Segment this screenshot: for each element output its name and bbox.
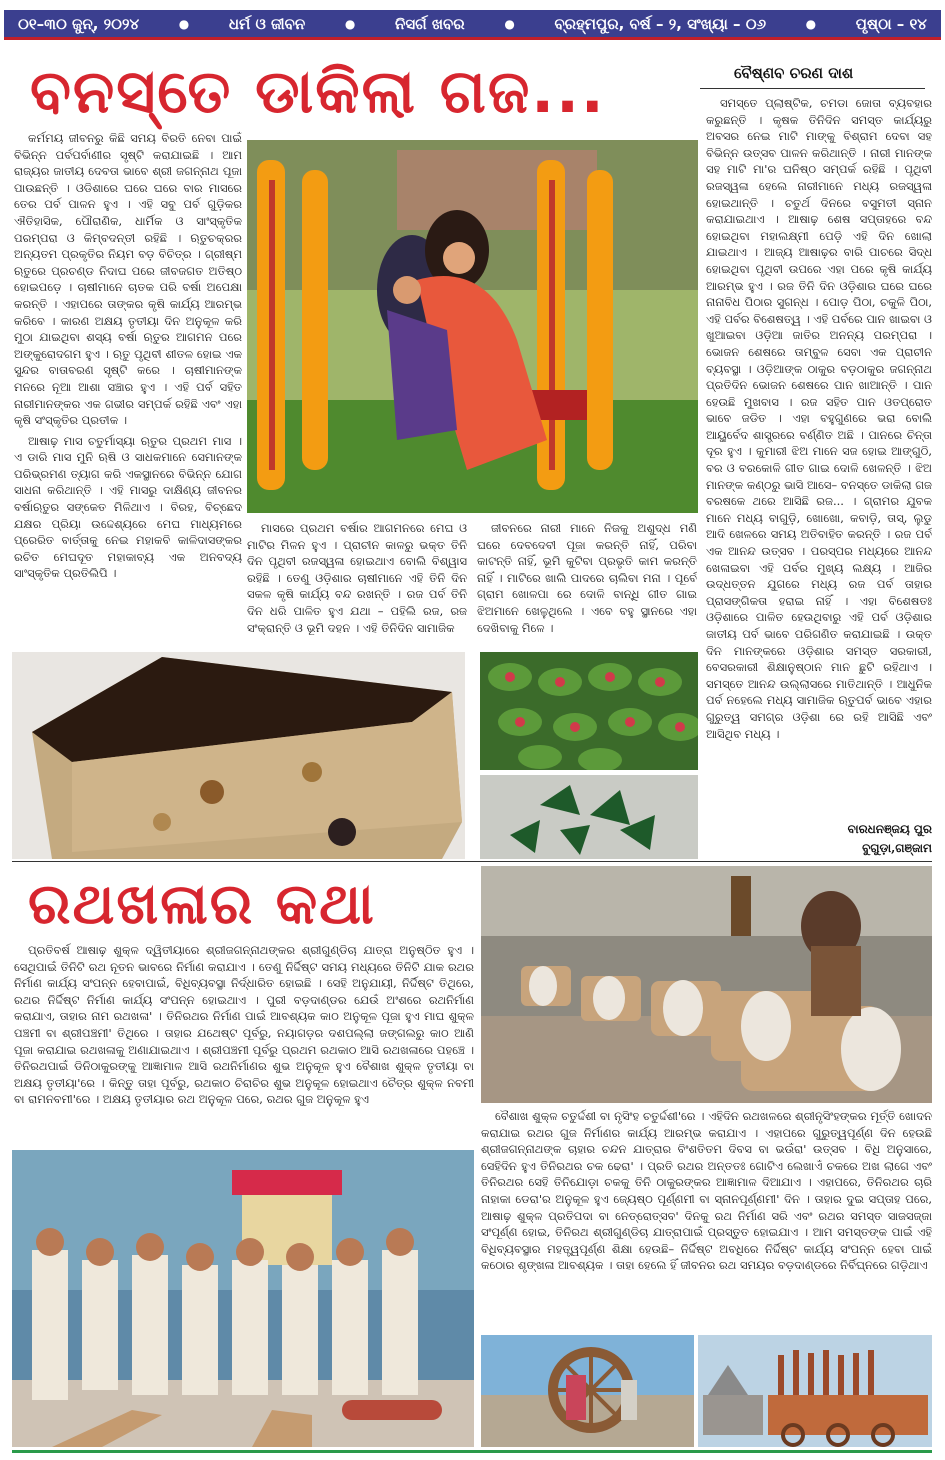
paan-photo <box>480 775 698 859</box>
divider <box>700 88 925 89</box>
paragraph: ଜୀବନରେ ନାରୀ ମାନେ ନିଜକୁ ଅଶୁଦ୍ଧ ମଣି ଘରେ ଦେବଦେବୀ ପୂଜା କରନ୍ତି ନାହିଁ, ପରିବା କାଟନ୍ତି ନାହିଁ, ଭୂମି କୁଟିବା ପ୍ରଭୃତି କାମ କରନ୍ତି ନାହିଁ । ମାଟିରେ ଖାଲି ପାଦରେ ଚାଲିବା ମନା । ପୂର୍ବେ ଗ୍ରାମ ଖୋଳପା ରେ ଦୋଳି ବାନ୍ଧି ଗୀତ ଗାଇ ଝିଅମାନେ ଖେଳୁଥିଲେ । ଏବେ ବହୁ ସ୍ଥାନରେ ଏହା ଦେଖିବାକୁ ମିଳେ । <box>477 521 697 635</box>
paragraph: ଆଷାଢ଼ ମାସ ଚତୁର୍ମାସ୍ୟା ଋତୁର ପ୍ରଥମ ମାସ । ଏ ଡାରି ମାସ ମୁନି ଋଷି ଓ ସାଧକମାନେ ସେମାନଙ୍କ ପରିଭ୍ରମଣ ତ୍ୟାଗ କରି ଏକସ୍ଥାନରେ ବିଭିନ୍ନ ଯୋଗ ସାଧନା କରିଥାନ୍ତି । ଏହି ମାସରୁ ଦାକ୍ଷିଣ୍ୟ ଜୀବନର ବର୍ଷାଋତୁର ସଙ୍କେତ ମିଳିଥାଏ । ବିରହ, ବିଚ୍ଛେଦ ଯକ୍ଷର ପ୍ରିୟା ଉଦ୍ଦେଶ୍ୟରେ ମେଘ ମାଧ୍ୟମରେ ପ୍ରେରିତ ବାର୍ତ୍ତାକୁ ନେଇ ମହାକବି କାଳିଦାସଙ୍କର ରଚିତ ମେଘଦୂତ ମହାକାବ୍ୟ ଏକ ଅନବଦ୍ୟ ସାଂସ୍କୃତିକ ପ୍ରତିଲିପି । <box>14 433 242 581</box>
issue-date: ୦୧–୩୦ ଜୁନ୍, ୨୦୨୪ <box>18 14 140 33</box>
bullet-icon: ● <box>178 16 190 31</box>
rathas-construction-photo <box>698 1335 932 1447</box>
poda-pitha-photo <box>12 652 465 859</box>
author-location: ବୁଗୁଡ଼ା,ଗଞ୍ଜାମ <box>862 841 932 855</box>
bullet-icon: ● <box>805 16 817 31</box>
swing-photo <box>247 140 698 513</box>
paragraph: ପ୍ରତିବର୍ଷ ଆଷାଢ଼ ଶୁକ୍ଳ ଦ୍ୱିତୀୟାରେ ଶ୍ରୀଜଗନ୍ନାଥଙ୍କର ଶ୍ରୀଗୁଣ୍ଡିଚା ଯାତ୍ରା ଅନୁଷ୍ଠିତ ହୁଏ । ସେଥିପାଇଁ ତିନିଟି ରଥ ନୂତନ ଭାବରେ ନିର୍ମାଣ କରାଯାଏ । ତେଣୁ ନିର୍ଦ୍ଦିଷ୍ଟ ସମୟ ମଧ୍ୟରେ ତିନିଟି ଯାକ ରଥର ନିର୍ମାଣ କାର୍ଯ୍ୟ ସଂପନ୍ନ ହେବାପାଇଁ, ବିଧିବ୍ୟବସ୍ଥା ନିର୍ଦ୍ଧାରିତ ହୋଇଛି । ସେହି ଅନୁଯାୟୀ, ନିର୍ଦ୍ଦିଷ୍ଟ ତିଥିରେ, ରଥର ନିର୍ଦ୍ଦିଷ୍ଟ ନିର୍ମାଣ କାର୍ଯ୍ୟ ସଂପନ୍ନ ହୋଇଥାଏ । ପୁରୀ ବଡ଼ଦାଣ୍ଡର ଯେଉଁ ଅଂଶରେ ରଥନିର୍ମାଣ କରାଯାଏ, ତାହାର ନାମ ରଥଖଳା' । ତିନିରଥର ନିର୍ମାଣ ପାଇଁ ଆବଶ୍ୟକ କାଠ ଅନୁକୂଳ ପୂଜା ହୁଏ ମାଘ ଶୁକ୍ଳ ପଞ୍ଚମୀ ବା ଶ୍ରୀପଞ୍ଚମୀ' ତିଥିରେ । ତାହାର ଯଥେଷ୍ଟ ପୂର୍ବରୁ, ନୟାଗଡ଼ର ଦଶପଲ୍ଲା ଜଙ୍ଗଲରୁ କାଠ ଆଣି ପୂଜା କରାଯାଇ ରଥଖଳାକୁ ଅଣାଯାଇଥାଏ । ଶ୍ରୀପଞ୍ଚମୀ ପୂର୍ବରୁ ପ୍ରଥମ ରଥକାଠ ଆସି ରଥଖଳାରେ ପହଞ୍ଚେ । ତିନିରଥପାଇଁ ଡିନିଠାକୁରଙ୍କୁ ଆଜ୍ଞାମାଳ ଆସି ରଥନିର୍ମାଣର ଶୁଭ ଅନୁକୂଳ ହୁଏ ବୈଶାଖ ଶୁକ୍ଳ ତୃତୀୟା ବା ଅକ୍ଷୟ ତୃତୀୟା'ରେ । କିନ୍ତୁ ତାହା ପୂର୍ବରୁ, ରଥକାଠ ଚିରାଚିର ଶୁଭ ଅନୁକୂଳ ହୋଇଥାଏ ଚୈତ୍ର ଶୁକ୍ଳ ନବମୀ ବା ରାମନବମୀ'ରେ । ଅକ୍ଷୟ ତୃତୀୟାର ରଥ ଅନୁକୂଳ ପରେ, ରଥର ଗୁଜ ଅନୁକୂଳ ହୁଏ <box>14 943 474 1107</box>
betel-leaf-photo <box>480 652 698 770</box>
article-text-column <box>706 95 932 805</box>
page-number: ପୃଷ୍ଠା – ୧୪ <box>855 14 927 33</box>
masthead-bar <box>4 10 941 40</box>
bullet-icon: ● <box>504 16 515 31</box>
section-label: ନିସର୍ଗ ଖବର <box>394 14 465 33</box>
article-text-column <box>14 130 242 640</box>
paragraph: ସମସ୍ତେ ପ୍ଲାଷ୍ଟିକ, ଚମଡା ଜୋତା ବ୍ୟବହାର କରୁଛନ୍ତି । କୃଷକ ତିନିଦିନ ସମସ୍ତ କାର୍ଯ୍ୟରୁ ଅବସର ନେଇ ମାଟି ମାଙ୍କୁ ବିଶ୍ରାମ ଦେବା ସହ ବିଭିନ୍ନ ଉତ୍ସବ ପାଳନ କରିଥାନ୍ତି । ନାରୀ ମାନଙ୍କ ସହ ମାଟି ମା'ର ଘନିଷ୍ଠ ସମ୍ପର୍କ ରହିଛି । ପୃଥିବୀ ରଜସ୍ୱଳା ହେଲେ ନାରୀମାନେ ମଧ୍ୟ ରଜସ୍ୱଳା ହୋଇଥାନ୍ତି । ଚତୁର୍ଥ ଦିନରେ ବସୁମତୀ ସ୍ନାନ କରାଯାଇଥାଏ । ଆଷାଢ଼ ଶେଷ ସପ୍ତାହରେ ବନ୍ଦ ହୋଇଥିବା ମହାଲକ୍ଷ୍ମୀ ପେଡ଼ି ଏହି ଦିନ ଖୋଲା ଯାଇଥାଏ । ଆଜ୍ୟ ଆଷାଢ଼ର ବାରି ପାଚରେ ସିଦ୍ଧ ହୋଇଥିବା ପୃଥିବୀ ଉପରେ ଏହା ପରେ କୃଷି କାର୍ଯ୍ୟ ଆରମ୍ଭ ହୁଏ । ରଜ ତିନି ଦିନ ଓଡ଼ିଶାର ଘରେ ଘରେ ନାନାବିଧ ପିଠାର ସୁଗନ୍ଧ । ପୋଡ଼ ପିଠା, ଚକୁଳି ପିଠା, ଏହି ପର୍ବର ବିଶେଷତ୍ୱ । ଏହି ପର୍ବରେ ପାନ ଖାଇବା ଓ ଖୁଆଇବା ଓଡ଼ିଆ ଜାତିର ଅନନ୍ୟ ପରମ୍ପରା । ଭୋଜନ ଶେଷରେ ତାମ୍ବୁଳ ସେବା ଏକ ପ୍ରାଚୀନ ବ୍ୟବସ୍ଥା । ଓଡ଼ିଆଙ୍କ ଠାକୁର ବଡ଼ଠାକୁର ଜଗନ୍ନାଥ ପ୍ରତିଦିନ ଭୋଜନ ଶେଷରେ ପାନ ଖାଆନ୍ତି । ପାନ ହେଉଛି ମୁଖବାସ । ରଜ ସହିତ ପାନ ଓତପ୍ରୋତ ଭାବେ ଜଡିତ । ଏହା ବହୁଗୁଣରେ ଭରା ବୋଲି ଆୟୁର୍ବେଦ ଶାସ୍ତ୍ରରେ ବର୍ଣ୍ଣିତ ଅଛି । ପାନରେ ଚିନ୍ତା ଦୂର ହୁଏ । କୁମାରୀ ଝିଅ ମାନେ ସଜ ହୋଇ ଆଙ୍ଗୁଠି, ବର ଓ ବରକୋଳି ଗୀତ ଗାଇ ଦୋଳି ଖେଳନ୍ତି । ଝିଅ ମାନଙ୍କ କଣ୍ଠରୁ ଭାସି ଆସେ– ବନସ୍ତେ ଡାକିଲା ଗଜ ବରଷକେ ଥରେ ଆସିଛି ରଜ... । ଗ୍ରାମର ଯୁବକ ମାନେ ମଧ୍ୟ ବାଗୁଡ଼ି, ଖୋଖୋ, କବାଡ଼ି, ତାସ୍, ଲୁଡୁ ଆଦି ଖେଳରେ ସମୟ ଅତିବାହିତ କରନ୍ତି । ରଜ ପର୍ବ ଏକ ଆନନ୍ଦ ଉତ୍ସବ । ପରସ୍ପର ମଧ୍ୟରେ ଆନନ୍ଦ ଖେଳାଇବା ଏହି ପର୍ବର ମୁଖ୍ୟ ଲକ୍ଷ୍ୟ । ଆଜିର ଉଦ୍ଧତ୍ତନ ଯୁଗରେ ମଧ୍ୟ ରଜ ପର୍ବ ତାହାର ପ୍ରାସଙ୍ଗିକତା ହରାଇ ନାହିଁ । ଏହା ବିଶେଷତଃ ଓଡ଼ିଶାରେ ପାଳିତ ହେଉଥିବାରୁ ଏହି ପର୍ବ ଓଡ଼ିଶାର ଜାତୀୟ ପର୍ବ ଭାବେ ପରିଗଣିତ କରାଯାଇଛି । ଉକ୍ତ ଦିନ ମାନଙ୍କରେ ଓଡ଼ିଶାର ସମସ୍ତ ସରକାରୀ, ବେସରକାରୀ ଶିକ୍ଷାନୁଷ୍ଠାନ ମାନ ଛୁଟି ରହିଥାଏ । ସମସ୍ତେ ଆନନ୍ଦ ଉଲ୍ଲାସରେ ମାତିଥାନ୍ତି । ଆଧୁନିକ ପର୍ବ ନହେଲେ ମଧ୍ୟ ସାମାଜିକ ଋତୁପର୍ବ ଭାବେ ଏହାର ଗୁରୁତ୍ୱ ସମଗ୍ର ଓଡ଼ିଶା ରେ ରହି ଆସିଛି ଏବଂ ଆସିଥିବ ମଧ୍ୟ । <box>706 96 932 741</box>
article-text-column <box>247 520 467 642</box>
article-byline: ବୈଷ୍ଣବ ଚରଣ ଦାଶ <box>734 64 854 82</box>
author-location: ବାରଧନଞ୍ଜୟ ପୁର <box>847 822 932 836</box>
paragraph: କର୍ମମୟ ଜୀବନରୁ କିଛି ସମୟ ବିରତି ନେବା ପାଇଁ ବିଭିନ୍ନ ପର୍ବପର୍ବାଣୀର ସୃଷ୍ଟି କରାଯାଇଛି । ଆମ ରାଜ୍ୟର ଜାତୀୟ ଦେବତା ଭାବେ ଶ୍ରୀ ଜଗନ୍ନାଥ ପୂଜା ପାଉଛନ୍ତି । ଓଡିଶାରେ ଘରେ ଘରେ ବାର ମାସରେ ତେର ପର୍ବ ପାଳନ ହୁଏ । ଏହି ସବୁ ପର୍ବ ଗୁଡ଼ିକର ଐତିହାସିକ, ପୌରାଣିକ, ଧାର୍ମିକ ଓ ସାଂସ୍କୃତିକ ପରମ୍ପରା ଓ କିମ୍ବଦନ୍ତୀ ରହିଛି । ଋତୁଚକ୍ରର ଅନ୍ୟତମ ପ୍ରକୃତିର ନିୟମ ବଡ଼ ବିଚିତ୍ର । ଗ୍ରୀଷ୍ମ ଋତୁରେ ପ୍ରଚଣ୍ଡ ନିଦାଘ ପରେ ଜୀବଜଗତ ଅତିଷ୍ଠ ହୋଇପଡ଼େ । ଚାଷୀମାନେ ଚାତକ ପରି ବର୍ଷା ଅପେକ୍ଷା କରନ୍ତି । ଏହାପରେ ତାଙ୍କର କୃଷି କାର୍ଯ୍ୟ ଆରମ୍ଭ କରିବେ । କାରଣ ଅକ୍ଷୟ ତୃତୀୟା ଦିନ ଅନୁକୂଳ କରି ମୁଠା ଯାଇଥିବା ଶସ୍ୟ ବର୍ଷା ଋତୁର ଆଗମନ ପରେ ଅଙ୍କୁରୋଦଗମ ହୁଏ । ଋତୁ ପୃଥିବୀ ଶୀତଳ ହୋଇ ଏକ ସୁନ୍ଦର ବାତାବରଣ ସୃଷ୍ଟି କରେ । ଚାଷୀମାନଙ୍କ ମନରେ ନୂଆ ଆଶା ସଞ୍ଚାର ହୁଏ । ଏହି ପର୍ବ ସହିତ ନାରୀମାନଙ୍କର ଏକ ଗଭୀର ସମ୍ପର୍କ ରହିଛି ଏବଂ ଏହା କୃଷି ସଂସ୍କୃତିର ପ୍ରତୀକ । <box>14 131 242 428</box>
paragraph: ମାସରେ ପ୍ରଥମ ବର୍ଷାର ଆଗମନରେ ମେଘ ଓ ମାଟିର ମିଳନ ହୁଏ । ପ୍ରାଚୀନ କାଳରୁ ଭକ୍ତ ତିନି ଦିନ ପୃଥିବୀ ରଜସ୍ୱଳା ହୋଇଥାଏ ବୋଲି ବିଶ୍ୱାସ ରହିଛି । ତେଣୁ ଓଡ଼ିଶାର ଚାଷୀମାନେ ଏହି ତିନି ଦିନ ସକଳ କୃଷି କାର୍ଯ୍ୟ ବନ୍ଦ ରଖନ୍ତି । ରଜ ପର୍ବ ତିନି ଦିନ ଧରି ପାଳିତ ହୁଏ ଯଥା – ପହିଲି ରଜ, ରଜ ସଂକ୍ରାନ୍ତି ଓ ଭୂମି ଦହନ । ଏହି ତିନିଦିନ ସାମାଜିକ <box>247 521 467 635</box>
paragraph: ବୈଶାଖ ଶୁକ୍ଳ ଚତୁର୍ଦ୍ଦଶୀ ବା ନୃସିଂହ ଚତୁର୍ଦ୍ଦଶୀ'ରେ । ଏହିଦିନ ରଥଖଳରେ ଶ୍ରୀନୃସିଂହଙ୍କର ମୂର୍ତ୍ତି ଖୋଦନ କରାଯାଇ ରଥର ଗୁଜ ନିର୍ମାଣର କାର୍ଯ୍ୟ ଆରମ୍ଭ କରାଯାଏ । ଏହାପରେ ଗୁରୁତ୍ୱପୂର୍ଣ୍ଣ ଦିନ ହେଉଛି ଶ୍ରୀଜଗନ୍ନାଥଙ୍କ ଚାହାର ଚନ୍ଦନ ଯାତ୍ରାର ବିଂଶତିତମ ଦିବସ ବା ଭଉଁରା' ଉତ୍ସବ । ବିଧି ଅନୁସାରେ, ସେହିଦିନ ହୁଏ ତିନିରଥର ଚକ ଢେରା' । ପ୍ରତି ରଥର ଅନ୍ତତଃ ଗୋଟିଏ ଲେଖାଏଁ ଚକରେ ଅଖ ଲାଗେ ଏବଂ ତିନିରଥର ସେହି ତିନିଯୋଡ଼ା ଚକକୁ ତିନି ଠାକୁରଙ୍କର ଆଜ୍ଞାମାଳ ଦିଆଯାଏ । ଏହାପରେ, ତିନିରଥର ଚାରି ନାହାକା ଡେରା'ର ଅନୁକୂଳ ହୁଏ ଜ୍ୟେଷ୍ଠ ପୂର୍ଣ୍ଣମୀ ବା ସ୍ନାନପୂର୍ଣ୍ଣମୀ' ଦିନ । ତାହାର ଦୁଇ ସପ୍ତାହ ପରେ, ଆଷାଢ଼ ଶୁକ୍ଳ ପ୍ରତିପଦା ବା ନେତ୍ରୋତ୍ସବ' ଦିନକୁ ରଥ ନିର୍ମାଣ ସରି ଏବଂ ରଥର ସମସ୍ତ ସାଜସଜ୍ଜା ସଂପୂର୍ଣ୍ଣ ହୋଇ, ତିନିରଥ ଶ୍ରୀଗୁଣ୍ଡିଚା ଯାତ୍ରାପାଇଁ ପ୍ରସ୍ତୁତ ହୋଇଯାଏ । ଆମ ସମସ୍ତଙ୍କ ପାଇଁ ଏହି ବିଧିବ୍ୟବସ୍ଥାର ମହତ୍ତ୍ୱପୂର୍ଣ୍ଣ ଶିକ୍ଷା ହେଉଛି– ନିର୍ଦ୍ଦିଷ୍ଟ ଅବଧିରେ ନିର୍ଦ୍ଦିଷ୍ଟ କାର୍ଯ୍ୟ ସଂପନ୍ନ ହେବା ପାଇଁ କଠୋର ଶୃଙ୍ଖଳା ଆବଶ୍ୟକ । ତାହା ହେଲେ ହିଁ ଜୀବନର ରଥ ସମୟର ବଡ଼ଦାଣ୍ଡରେ ନିର୍ବିଘ୍ନରେ ଗଡ଼ିଥାଏ <box>481 1109 932 1273</box>
edition-info: ବ୍ରହ୍ମପୁର, ବର୍ଷ – ୨, ସଂଖ୍ୟା – ୦୬ <box>554 14 767 33</box>
article-text-column <box>481 1108 932 1330</box>
section-divider <box>12 861 932 862</box>
priests-ceremony-photo <box>12 1150 474 1447</box>
article-text-column <box>477 520 697 642</box>
footer-rule <box>12 1450 932 1453</box>
article-headline: ବନସ୍ତେ ଡାକିଲା ଗଜ... <box>30 57 606 127</box>
section-label: ଧର୍ମ ଓ ଜୀବନ <box>228 14 306 33</box>
bullet-icon: ● <box>344 16 356 31</box>
chariot-carpenters-photo <box>481 866 932 1103</box>
article-text-column <box>14 942 474 1142</box>
article-headline: ରଥଖଳାର କଥା <box>28 872 376 937</box>
chariot-wheel-photo <box>481 1335 694 1447</box>
